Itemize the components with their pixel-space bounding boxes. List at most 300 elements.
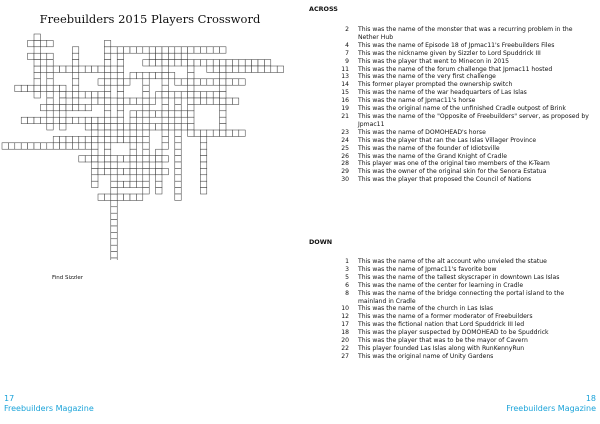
crossword-cell: [92, 181, 98, 187]
clue-row: [309, 97, 594, 105]
crossword-cell: [277, 66, 283, 72]
crossword-cell: [34, 53, 40, 59]
crossword-cell: [47, 60, 53, 66]
clue-row: [309, 105, 594, 113]
crossword-cell: [264, 60, 270, 66]
crossword-cell: [156, 188, 162, 194]
crossword-cell: [98, 194, 104, 200]
clue-number: 13: [341, 73, 349, 81]
crossword-cell: [136, 111, 142, 117]
crossword-cell: [149, 98, 155, 104]
crossword-cell: [124, 47, 130, 53]
crossword-cell: [111, 175, 117, 181]
crossword-cell: [175, 104, 181, 110]
crossword-cell: [111, 207, 117, 213]
crossword-cell: [34, 60, 40, 66]
crossword-cell: [213, 60, 219, 66]
crossword-cell: [162, 143, 168, 149]
clue-row: [309, 137, 594, 145]
clue-row: [309, 153, 594, 161]
crossword-cell: [117, 72, 123, 78]
crossword-cell: [200, 188, 206, 194]
clue-row: [309, 305, 594, 313]
crossword-cell: [136, 136, 142, 142]
clue-text: This player founded Las Islas along with RunKennyRun: [358, 344, 525, 352]
crossword-cell: [156, 72, 162, 78]
crossword-cell: [124, 98, 130, 104]
clue-text: This was the name of the center for learning in Cradle: [358, 281, 524, 289]
crossword-cell: [175, 98, 181, 104]
crossword-cell: [143, 72, 149, 78]
crossword-cell: [156, 53, 162, 59]
clue-row: [309, 345, 594, 353]
clue-row: [309, 176, 594, 184]
crossword-cell: [200, 149, 206, 155]
crossword-cell: [188, 72, 194, 78]
crossword-cell: [117, 130, 123, 136]
crossword-cell: [72, 117, 78, 123]
crossword-cell: [111, 181, 117, 187]
crossword-cell: [104, 98, 110, 104]
clue-text: This was the name of the bridge connecting the portal island to the mainland in Cradle: [358, 289, 565, 305]
crossword-cell: [181, 47, 187, 53]
clue-text: This was the name of Episode 18 of Jpmac11's Freebuilders Files: [358, 41, 555, 49]
crossword-cell: [72, 66, 78, 72]
clue-number: 4: [345, 41, 349, 49]
clue-number: 26: [341, 152, 349, 160]
crossword-cell: [111, 194, 117, 200]
clue-row: [309, 50, 594, 58]
crossword-cell: [28, 143, 34, 149]
crossword-cell: [220, 104, 226, 110]
clue-row: [309, 337, 594, 345]
crossword-cell: [72, 92, 78, 98]
crossword-cell: [60, 92, 66, 98]
crossword-cell: [21, 117, 27, 123]
crossword-cell: [60, 143, 66, 149]
crossword-cell: [220, 79, 226, 85]
crossword-cell: [156, 47, 162, 53]
crossword-cell: [60, 124, 66, 130]
crossword-cell: [117, 168, 123, 174]
crossword-cell: [60, 136, 66, 142]
crossword-cell: [162, 66, 168, 72]
clue-number: 24: [341, 136, 349, 144]
clue-row: [309, 321, 594, 329]
crossword-cell: [111, 117, 117, 123]
crossword-cell: [92, 156, 98, 162]
clue-row: [309, 42, 594, 50]
crossword-cell: [258, 60, 264, 66]
clue-number: 19: [341, 105, 349, 113]
crossword-cell: [175, 194, 181, 200]
crossword-cell: [213, 79, 219, 85]
crossword-cell: [111, 258, 117, 260]
crossword-cell: [213, 66, 219, 72]
crossword-cell: [181, 60, 187, 66]
clue-text: This was the original name of the unfinished Cradle outpost of Brink: [358, 105, 566, 113]
clue-number: 9: [345, 57, 349, 65]
crossword-cell: [111, 213, 117, 219]
clue-number: 7: [345, 49, 349, 57]
crossword-cell: [66, 66, 72, 72]
crossword-cell: [60, 111, 66, 117]
crossword-cell: [92, 175, 98, 181]
crossword-cell: [245, 66, 251, 72]
crossword-cell: [111, 47, 117, 53]
crossword-cell: [239, 79, 245, 85]
crossword-cell: [60, 117, 66, 123]
crossword-cell: [72, 85, 78, 91]
crossword-cell: [162, 124, 168, 130]
crossword-cell: [252, 60, 258, 66]
crossword-cell: [111, 124, 117, 130]
crossword-cell: [124, 79, 130, 85]
crossword-cell: [175, 156, 181, 162]
crossword-cell: [143, 111, 149, 117]
crossword-cell: [117, 98, 123, 104]
crossword-cell: [92, 66, 98, 72]
clue-text: This was the name of Jpmac11's favorite bow: [358, 265, 497, 273]
crossword-cell: [130, 175, 136, 181]
crossword-cell: [200, 98, 206, 104]
crossword-grid: [0, 0, 300, 260]
crossword-cell: [149, 111, 155, 117]
crossword-cell: [194, 98, 200, 104]
crossword-cell: [47, 98, 53, 104]
crossword-cell: [271, 66, 277, 72]
crossword-cell: [220, 72, 226, 78]
clue-number: 25: [341, 144, 349, 152]
crossword-cell: [188, 79, 194, 85]
crossword-cell: [136, 124, 142, 130]
crossword-cell: [143, 130, 149, 136]
crossword-cell: [124, 168, 130, 174]
crossword-cell: [40, 143, 46, 149]
crossword-cell: [117, 124, 123, 130]
clue-number: 10: [341, 305, 349, 313]
crossword-cell: [98, 66, 104, 72]
crossword-cell: [130, 168, 136, 174]
crossword-cell: [136, 156, 142, 162]
crossword-cell: [143, 98, 149, 104]
crossword-cell: [143, 60, 149, 66]
crossword-cell: [47, 40, 53, 46]
crossword-cell: [79, 92, 85, 98]
crossword-cell: [200, 47, 206, 53]
clue-number: 28: [341, 160, 349, 168]
crossword-cell: [117, 47, 123, 53]
crossword-cell: [72, 79, 78, 85]
crossword-cell: [92, 130, 98, 136]
crossword-cell: [156, 92, 162, 98]
crossword-cell: [104, 85, 110, 91]
crossword-cell: [130, 181, 136, 187]
crossword-cell: [28, 117, 34, 123]
crossword-cell: [104, 40, 110, 46]
clue-text: This was the name of DOMOHEAD's horse: [358, 128, 486, 136]
crossword-cell: [136, 194, 142, 200]
left-page-number: 17: [4, 394, 15, 403]
clue-text: This was the name of the founder of Idiotsville: [358, 144, 500, 152]
crossword-cell: [226, 66, 232, 72]
crossword-cell: [72, 47, 78, 53]
crossword-cell: [136, 47, 142, 53]
crossword-cell: [252, 66, 258, 72]
clue-number: 1: [345, 258, 349, 265]
crossword-cell: [156, 60, 162, 66]
crossword-cell: [200, 175, 206, 181]
crossword-cell: [60, 66, 66, 72]
clue-text: This was the name of the tallest skyscraper in downtown Las Islas: [358, 273, 560, 281]
left-magazine-name: Freebuilders Magazine: [4, 404, 94, 413]
clue-text: This former player prompted the ownership switch: [358, 81, 513, 89]
crossword-cell: [143, 104, 149, 110]
crossword-cell: [53, 66, 59, 72]
crossword-cell: [156, 181, 162, 187]
crossword-cell: [104, 111, 110, 117]
crossword-cell: [53, 117, 59, 123]
crossword-cell: [117, 66, 123, 72]
clue-text: This was the name of the very first challenge: [358, 73, 496, 81]
clue-number: 29: [341, 168, 349, 176]
crossword-cell: [117, 194, 123, 200]
right-page-number: 18: [585, 394, 596, 403]
crossword-cell: [220, 111, 226, 117]
crossword-cell: [111, 220, 117, 226]
crossword-cell: [130, 130, 136, 136]
crossword-cell: [104, 60, 110, 66]
crossword-cell: [207, 66, 213, 72]
crossword-cell: [2, 143, 8, 149]
crossword-cell: [47, 92, 53, 98]
clue-row: [309, 129, 594, 137]
clue-number: 21: [341, 112, 349, 120]
clue-row: [309, 313, 594, 321]
crossword-cell: [60, 104, 66, 110]
crossword-cell: [143, 124, 149, 130]
clue-text: This was the name of the church in Las Islas: [358, 305, 494, 313]
crossword-cell: [175, 162, 181, 168]
page-title: Freebuilders 2015 Players Crossword: [39, 12, 261, 26]
crossword-cell: [40, 85, 46, 91]
crossword-cell: [213, 47, 219, 53]
crossword-cell: [47, 53, 53, 59]
crossword-cell: [40, 66, 46, 72]
crossword-cell: [188, 98, 194, 104]
clue-text: This was the player suspected by DOMOHEAD to be Spuddrick: [358, 329, 549, 337]
crossword-cell: [92, 117, 98, 123]
clue-row: [309, 26, 594, 42]
crossword-cell: [47, 143, 53, 149]
crossword-cell: [226, 130, 232, 136]
crossword-cell: [143, 162, 149, 168]
crossword-cell: [117, 85, 123, 91]
crossword-cell: [47, 111, 53, 117]
crossword-cell: [34, 117, 40, 123]
crossword-cell: [47, 104, 53, 110]
crossword-cell: [194, 60, 200, 66]
crossword-cell: [117, 111, 123, 117]
crossword-cell: [162, 130, 168, 136]
crossword-cell: [15, 143, 21, 149]
crossword-cell: [175, 111, 181, 117]
crossword-cell: [226, 98, 232, 104]
crossword-cell: [220, 130, 226, 136]
crossword-cell: [156, 168, 162, 174]
crossword-cell: [175, 130, 181, 136]
crossword-cell: [200, 162, 206, 168]
crossword-cell: [207, 130, 213, 136]
crossword-cell: [85, 156, 91, 162]
crossword-cell: [239, 60, 245, 66]
clue-text: This was the player that went to Minecon in 2015: [358, 57, 509, 65]
crossword-cell: [162, 168, 168, 174]
crossword-cell: [15, 85, 21, 91]
crossword-cell: [104, 149, 110, 155]
crossword-cell: [162, 111, 168, 117]
clue-number: 11: [341, 65, 349, 73]
crossword-cell: [98, 98, 104, 104]
clue-text: This was the name of the monster that was a recurring problem in the Nether Hub: [358, 26, 573, 41]
crossword-cell: [111, 200, 117, 206]
crossword-cell: [98, 136, 104, 142]
clue-number: 30: [341, 176, 349, 184]
crossword-cell: [194, 92, 200, 98]
crossword-cell: [149, 124, 155, 130]
crossword-cell: [258, 66, 264, 72]
crossword-cell: [8, 143, 14, 149]
crossword-cell: [28, 85, 34, 91]
crossword-cell: [162, 98, 168, 104]
crossword-cell: [168, 47, 174, 53]
crossword-cell: [98, 168, 104, 174]
crossword-cell: [47, 124, 53, 130]
crossword-cell: [207, 47, 213, 53]
crossword-cell: [175, 136, 181, 142]
clue-row: [309, 66, 594, 74]
crossword-cell: [104, 156, 110, 162]
crossword-cell: [130, 117, 136, 123]
find-sizzler-text: Find Sizzler: [52, 275, 83, 281]
clue-text: This was the fictional nation that Lord Spuddrick III led: [358, 321, 525, 329]
crossword-cell: [40, 40, 46, 46]
crossword-cell: [47, 66, 53, 72]
crossword-cell: [72, 104, 78, 110]
crossword-cell: [40, 104, 46, 110]
crossword-cell: [220, 92, 226, 98]
crossword-cell: [226, 79, 232, 85]
crossword-cell: [239, 66, 245, 72]
clue-text: This was the name of the alt account who unvieled the statue: [358, 258, 547, 265]
crossword-cell: [264, 66, 270, 72]
crossword-cell: [162, 60, 168, 66]
clue-number: 18: [341, 329, 349, 337]
crossword-cell: [40, 53, 46, 59]
crossword-cell: [111, 98, 117, 104]
crossword-cell: [34, 143, 40, 149]
crossword-cell: [175, 143, 181, 149]
crossword-cell: [181, 79, 187, 85]
right-magazine-name: Freebuilders Magazine: [506, 404, 596, 413]
crossword-cell: [149, 47, 155, 53]
crossword-cell: [143, 143, 149, 149]
crossword-cell: [104, 104, 110, 110]
crossword-cell: [162, 92, 168, 98]
crossword-cell: [130, 111, 136, 117]
crossword-cell: [66, 104, 72, 110]
crossword-cell: [188, 104, 194, 110]
clue-row: [309, 113, 594, 129]
crossword-cell: [79, 136, 85, 142]
crossword-cell: [34, 79, 40, 85]
crossword-cell: [79, 117, 85, 123]
crossword-cell: [143, 117, 149, 123]
crossword-cell: [104, 117, 110, 123]
crossword-cell: [85, 104, 91, 110]
crossword-cell: [194, 47, 200, 53]
crossword-cell: [162, 79, 168, 85]
crossword-cell: [168, 72, 174, 78]
crossword-cell: [175, 175, 181, 181]
crossword-cell: [130, 162, 136, 168]
clue-row: [309, 282, 594, 290]
clue-text: This was the name of the war headquarters of Las Islas: [358, 89, 527, 97]
crossword-cell: [79, 104, 85, 110]
crossword-cell: [111, 66, 117, 72]
crossword-cell: [53, 104, 59, 110]
crossword-cell: [156, 162, 162, 168]
crossword-cell: [104, 53, 110, 59]
crossword-cell: [220, 60, 226, 66]
clue-row: [309, 145, 594, 153]
crossword-cell: [72, 98, 78, 104]
crossword-cell: [200, 92, 206, 98]
crossword-cell: [104, 66, 110, 72]
crossword-cell: [104, 72, 110, 78]
crossword-cell: [143, 85, 149, 91]
clue-text: This was the original name of Unity Gardens: [358, 352, 494, 360]
crossword-cell: [232, 130, 238, 136]
clue-text: This was the player that proposed the Council of Nations: [358, 176, 532, 184]
clue-row: [309, 58, 594, 66]
crossword-cell: [124, 194, 130, 200]
crossword-cell: [34, 92, 40, 98]
crossword-cell: [168, 111, 174, 117]
crossword-cell: [149, 72, 155, 78]
crossword-cell: [72, 143, 78, 149]
crossword-cell: [130, 143, 136, 149]
crossword-cell: [175, 149, 181, 155]
crossword-cell: [232, 98, 238, 104]
crossword-cell: [66, 117, 72, 123]
crossword-cell: [162, 53, 168, 59]
clue-number: 2: [345, 26, 349, 33]
crossword-cell: [130, 149, 136, 155]
crossword-cell: [21, 143, 27, 149]
down-heading: DOWN: [309, 238, 333, 246]
crossword-cell: [162, 104, 168, 110]
crossword-cell: [111, 79, 117, 85]
crossword-cell: [34, 85, 40, 91]
crossword-cell: [117, 117, 123, 123]
crossword-cell: [60, 85, 66, 91]
clue-row: [309, 81, 594, 89]
crossword-cell: [175, 79, 181, 85]
crossword-cell: [213, 92, 219, 98]
crossword-cell: [200, 79, 206, 85]
crossword-cell: [232, 79, 238, 85]
